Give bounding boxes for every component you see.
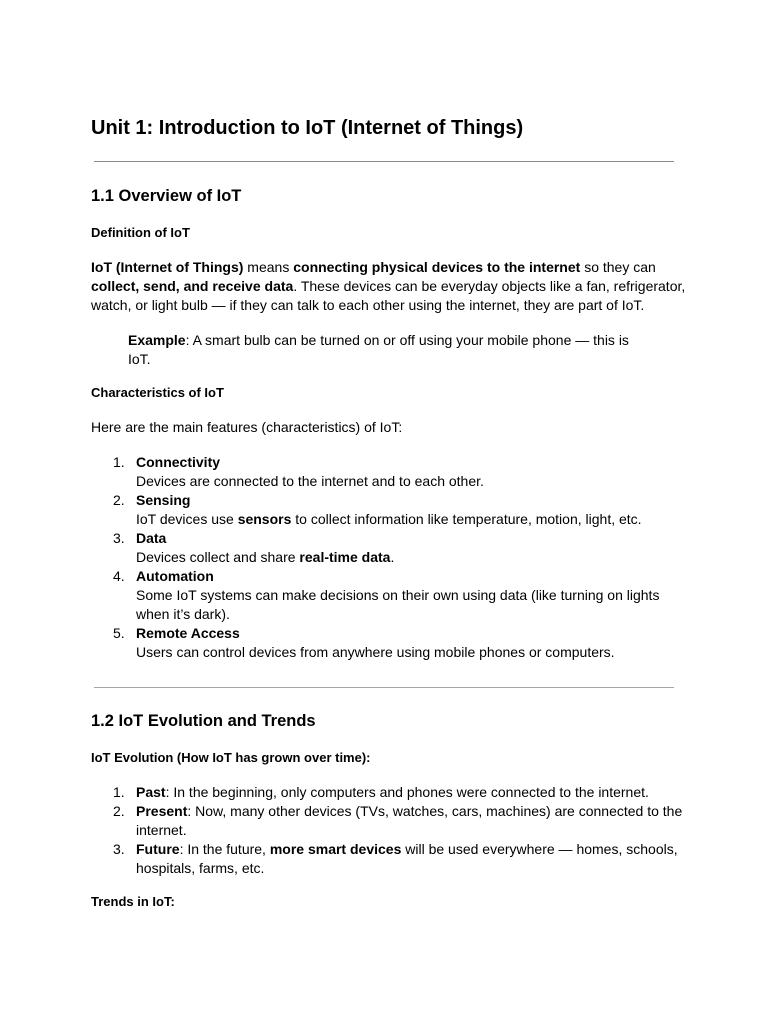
- text: Users can control devices from anywhere using mobile phones or computers.: [136, 644, 615, 660]
- item-label: Past: [136, 784, 166, 800]
- list-item: [91, 529, 691, 567]
- list-number: 2.: [113, 492, 125, 508]
- divider: [94, 687, 674, 688]
- item-label: Present: [136, 803, 188, 819]
- text: to collect information like temperature, motion, light, etc.: [291, 511, 642, 527]
- list-item: [91, 491, 691, 529]
- text: Devices collect and share: [136, 549, 300, 565]
- list-number: 3.: [113, 841, 125, 857]
- item-description-cont: when it’s dark).: [136, 606, 230, 622]
- list-item: [91, 453, 691, 491]
- text: IoT devices use: [136, 511, 238, 527]
- list-number: 1.: [113, 454, 125, 470]
- item-description: [136, 586, 691, 605]
- list-number: 2.: [113, 803, 125, 819]
- page-title: Unit 1: Introduction to IoT (Internet of Things): [91, 117, 524, 139]
- term-iot: IoT (Internet of Things): [91, 259, 244, 275]
- item-label: Future: [136, 841, 180, 857]
- list-number: 1.: [113, 784, 125, 800]
- item-description: [136, 548, 691, 567]
- item-title: Sensing: [136, 492, 191, 508]
- text: Devices are connected to the internet and to each other.: [136, 473, 484, 489]
- definition-paragraph: [91, 258, 691, 315]
- text: : Now, many other devices (TVs, watches, cars, machines) are connected to the: [187, 803, 683, 819]
- characteristics-list: [91, 453, 691, 662]
- list-item: [91, 567, 691, 624]
- evolution-list: [91, 783, 691, 878]
- bold-text: connecting physical devices to the internet: [293, 259, 581, 275]
- list-item: [91, 783, 691, 802]
- example-line-2: IoT.: [128, 351, 151, 367]
- example-text: : A smart bulb can be turned on or off using your mobile phone — this is: [185, 332, 629, 348]
- text: means: [243, 259, 294, 275]
- bold-text: sensors: [237, 511, 292, 527]
- example-label: Example: [128, 332, 186, 348]
- divider: [94, 161, 674, 162]
- characteristics-heading: Characteristics of IoT: [91, 385, 224, 400]
- list-item: [91, 840, 691, 878]
- list-number: 5.: [113, 625, 125, 641]
- list-item: [91, 802, 691, 840]
- list-item: [91, 624, 691, 662]
- item-title: Remote Access: [136, 625, 240, 641]
- item-title: Automation: [136, 568, 214, 584]
- item-title: Data: [136, 530, 167, 546]
- example-line-1: [128, 331, 648, 350]
- text: : In the beginning, only computers and phones were connected to the internet.: [165, 784, 649, 800]
- text: will be used everywhere — homes, schools,: [401, 841, 678, 857]
- item-title: Connectivity: [136, 454, 221, 470]
- evolution-heading: IoT Evolution (How IoT has grown over time):: [91, 750, 371, 765]
- text: : In the future,: [179, 841, 270, 857]
- trends-heading: Trends in IoT:: [91, 894, 175, 909]
- section-1-heading: 1.1 Overview of IoT: [91, 187, 242, 205]
- definition-line-2: [91, 277, 691, 296]
- characteristics-intro: Here are the main features (characteristics) of IoT:: [91, 419, 403, 435]
- item-description: [136, 643, 691, 662]
- list-number: 4.: [113, 568, 125, 584]
- bold-text: real-time data: [299, 549, 391, 565]
- item-text-cont: hospitals, farms, etc.: [136, 860, 265, 876]
- list-number: 3.: [113, 530, 125, 546]
- text: . These devices can be everyday objects like a fan, refrigerator,: [293, 278, 686, 294]
- item-text-cont: internet.: [136, 822, 187, 838]
- item-description: [136, 472, 691, 491]
- example-block: [128, 331, 648, 369]
- text: so they can: [580, 259, 656, 275]
- definition-line-3: watch, or light bulb — if they can talk to each other using the internet, they are part of IoT.: [91, 297, 645, 313]
- definition-line-1: [91, 258, 691, 277]
- bold-text: collect, send, and receive data: [91, 278, 294, 294]
- text: Some IoT systems can make decisions on their own using data (like turning on lights: [136, 587, 660, 603]
- definition-heading: Definition of IoT: [91, 225, 190, 240]
- bold-text: more smart devices: [269, 841, 402, 857]
- item-description: [136, 510, 691, 529]
- text: .: [390, 549, 395, 565]
- section-2-heading: 1.2 IoT Evolution and Trends: [91, 712, 316, 730]
